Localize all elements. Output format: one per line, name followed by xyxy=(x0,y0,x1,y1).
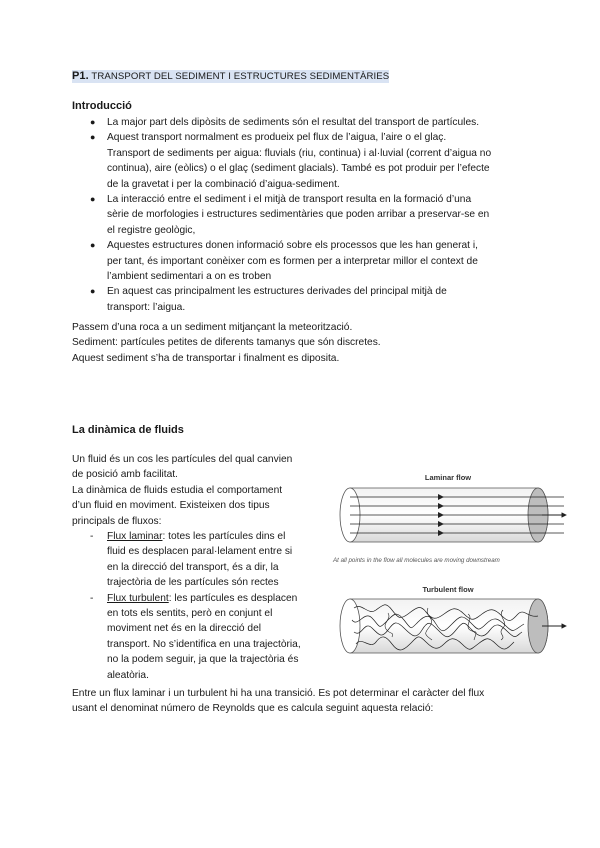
paragraph-line: Passem d’una roca a un sediment mitjançant la meteorització. xyxy=(72,322,353,333)
laminar-term: Flux laminar xyxy=(107,531,163,543)
fluids-text xyxy=(72,452,322,683)
laminar-figure-title: Laminar flow xyxy=(424,473,472,482)
laminar-line: fluid es desplacen paral·lelament entre si xyxy=(107,546,293,558)
intro-bullet-list xyxy=(72,115,532,315)
turbulent-line: aleatòria. xyxy=(107,669,149,681)
list-item xyxy=(72,192,532,238)
fluids-heading: La dinàmica de fluids xyxy=(72,424,184,436)
intro-paragraph xyxy=(72,320,542,366)
laminar-line: trajectòria de les partícules són rectes xyxy=(107,577,279,589)
bullet-line: sèrie de morfologies i estructures sedimentàries que poden arribar a preservar-se en xyxy=(107,209,490,221)
bullet-line: continua), aire (eòlics) o el glaç (sediment glacials). També es pot produir per l’efecte xyxy=(107,163,490,175)
bullet-icon: ● xyxy=(90,117,96,127)
list-item xyxy=(72,284,532,315)
bullet-line: per tant, és important conèixer com es formen per a interpretar millor el context de xyxy=(107,255,478,267)
fluids-line: d’un fluid en moviment. Existeixen dos tipus xyxy=(72,500,270,512)
laminar-item xyxy=(72,529,322,591)
bullet-line: En aquest cas principalment les estructures derivades del principal mitjà de xyxy=(107,286,447,298)
turbulent-tube xyxy=(340,599,566,653)
dash-marker: - xyxy=(90,592,94,604)
turbulent-item xyxy=(72,591,322,683)
list-item xyxy=(72,238,532,284)
paragraph-line: Entre un flux laminar i un turbulent hi ha una transició. Es pot determinar el caràcter del flux xyxy=(72,688,485,699)
bullet-line: La major part dels dipòsits de sediments són el resultat del transport de partícules. xyxy=(107,117,480,128)
bullet-icon: ● xyxy=(90,286,96,297)
bullet-line: Aquestes estructures donen informació sobre els processos que les han generat i, xyxy=(107,240,478,252)
bullet-line: Aquest transport normalment es produeix pel flux de l’aigua, l’aire o el glaç. xyxy=(107,132,447,144)
bullet-icon: ● xyxy=(90,132,96,143)
list-item xyxy=(72,115,532,130)
turbulent-first-line xyxy=(107,591,322,606)
intro-heading: Introducció xyxy=(72,100,132,112)
bullet-line: el registre geològic, xyxy=(107,224,196,236)
fluids-line: Un fluid és un cos les partícules del qual canvien xyxy=(72,454,293,465)
title-prefix: P1. xyxy=(72,70,89,82)
laminar-figure-caption: At all points in the flow all molecules are moving downstream xyxy=(333,557,500,564)
turbulent-term: Flux turbulent xyxy=(107,592,169,604)
bullet-line: La interacció entre el sediment i el mitjà de transport resulta en la formació d’una xyxy=(107,194,472,206)
turbulent-line: en tots els sentits, però en conjunt el xyxy=(107,608,273,620)
turbulent-figure-title: Turbulent flow xyxy=(422,585,474,594)
dash-marker: - xyxy=(90,531,94,543)
turbulent-line: : les partícules es desplacen xyxy=(168,592,298,604)
list-item xyxy=(72,130,532,192)
paragraph-line: Sediment: partícules petites de diferents tamanys que són discretes. xyxy=(72,337,381,349)
bullet-line: transport: l’aigua. xyxy=(107,301,186,313)
bullet-icon: ● xyxy=(90,240,96,251)
turbulent-line: no la podem seguir, ja que la trajectòria és xyxy=(107,654,299,666)
bullet-line: de la gravetat i per la combinació d’aigua-sediment. xyxy=(107,178,340,190)
paragraph-line: usant el denominat número de Reynolds que es calcula seguint aquesta relació: xyxy=(72,703,434,715)
laminar-line: en la direcció del transport, és a dir, la xyxy=(107,561,279,573)
fluids-line: La dinàmica de fluids estudia el comportament xyxy=(72,484,283,496)
turbulent-line: transport. No s’identifica en una trajectòria, xyxy=(107,638,301,650)
fluids-line: principals de fluxos: xyxy=(72,515,162,527)
title-text: TRANSPORT DEL SEDIMENT I ESTRUCTURES SEDIMENTÀRIES xyxy=(91,71,390,82)
fluids-line: de posició amb facilitat. xyxy=(72,469,178,481)
turbulent-line: moviment net és en la direcció del xyxy=(107,623,262,635)
laminar-first-line xyxy=(107,529,322,544)
title-highlight xyxy=(72,70,389,83)
laminar-tube xyxy=(340,488,566,542)
laminar-line: : totes les partícules dins el xyxy=(162,531,286,543)
bullet-icon: ● xyxy=(90,194,96,205)
bullet-line: l’ambient sedimentari a on es troben xyxy=(107,271,272,283)
bullet-line: Transport de sediments per aigua: fluvials (riu, continua) i al·luvial (corrent d’aigua no xyxy=(107,147,492,159)
flow-diagram xyxy=(328,468,568,658)
section-title xyxy=(72,70,389,82)
bottom-paragraph xyxy=(72,686,542,717)
paragraph-line: Aquest sediment s’ha de transportar i finalment es diposita. xyxy=(72,352,340,364)
